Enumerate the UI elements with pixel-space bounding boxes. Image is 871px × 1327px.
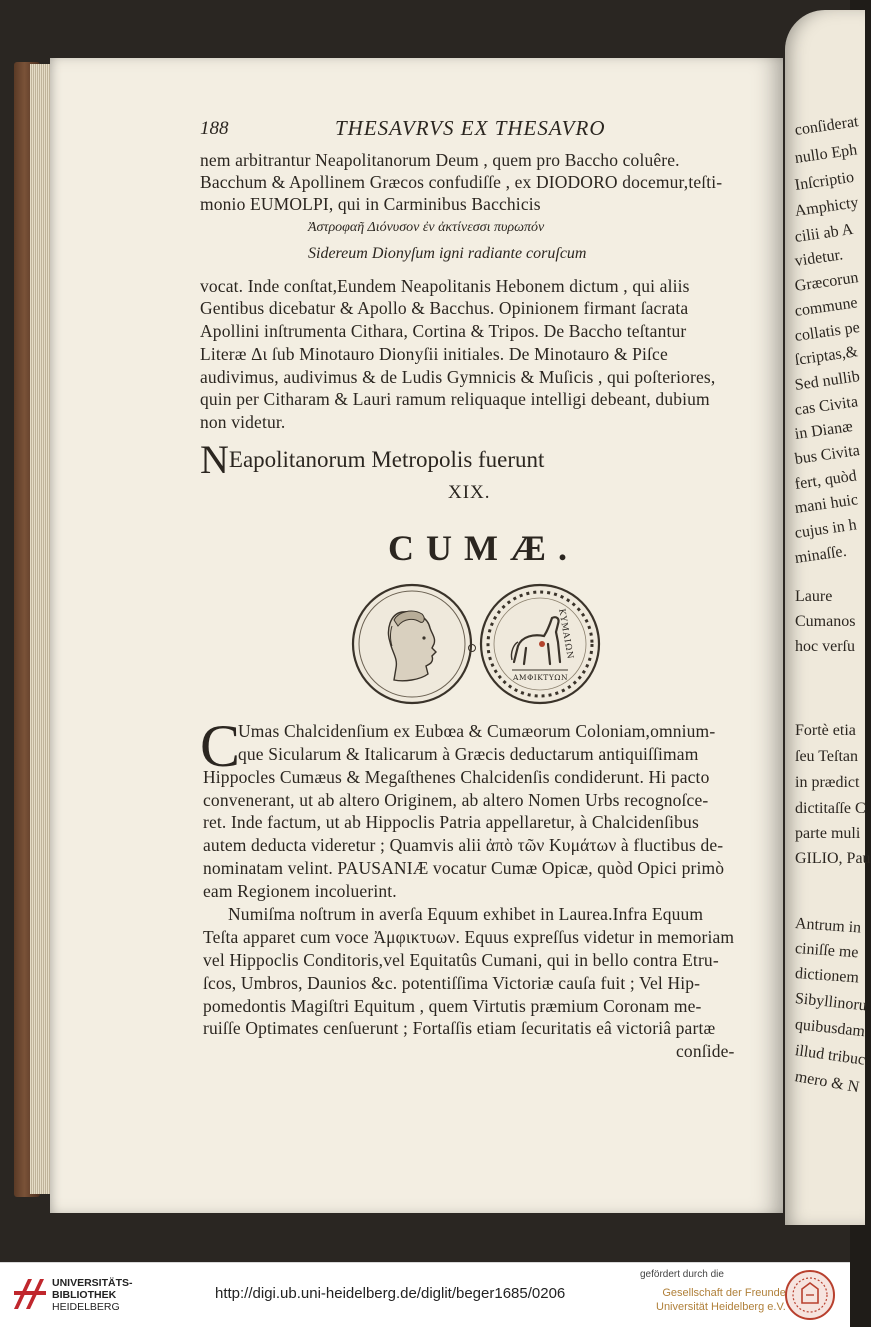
text-line: audivimus, audivimus & de Ludis Gymnicis & Muſicis , qui poſteriores, <box>200 367 716 387</box>
text-line: vel Hippoclis Conditoris,vel Equitatûs Cumani, qui in bello contra Etru- <box>203 950 719 970</box>
facing-line: conſiderat <box>793 113 860 139</box>
facing-line: commune <box>793 294 859 320</box>
facing-line: ſeu Teſtan <box>795 748 859 765</box>
facing-line: fert, quòd <box>793 467 858 493</box>
facing-line: hoc verſu <box>795 638 855 655</box>
facing-line: Sed nullib <box>793 367 861 394</box>
facing-line: minaſſe. <box>793 542 848 567</box>
facing-line: in prædict <box>795 774 860 791</box>
text-line: monio EUMOLPI, qui in Carminibus Bacchicis <box>200 194 541 214</box>
facing-line: cujus in h <box>793 516 858 542</box>
text-line: que Sicularum & Italicarum à Græcis deductarum antiquiſſimam <box>238 744 699 764</box>
text-line: nem arbitrantur Neapolitanorum Deum , quem pro Baccho coluêre. <box>200 150 680 170</box>
university-library-logo[interactable] <box>8 1271 52 1315</box>
running-title: THESAVRVS EX THESAVRO <box>335 116 606 140</box>
library-name-line: BIBLIOTHEK <box>52 1289 117 1301</box>
text-line: Apollini inſtrumenta Cithara, Cortina & Tripos. De Baccho teſtantur <box>200 321 687 341</box>
coin-reverse-image <box>478 582 602 706</box>
facing-line: collatis pe <box>793 318 861 345</box>
text-line: ſcos, Umbros, Daunios &c. potentiſſima Victoriæ cauſa fuit ; Vel Hip- <box>203 973 701 993</box>
facing-line: nullo Eph <box>793 141 859 167</box>
text-line: eam Regionem incoluerint. <box>203 881 397 901</box>
text-line: non videtur. <box>200 412 286 432</box>
facing-line: in Dianæ <box>793 417 854 443</box>
greek-quote: Ἀστροφαῆ Διόνυσον ἐν ἀκτίνεσσι πυρωπόν <box>308 220 545 235</box>
facing-line: bus Civita <box>793 441 861 468</box>
facing-line: dictitaſſe C <box>795 800 866 817</box>
text-line: Numiſma noſtrum in averſa Equum exhibet in Laurea.Infra Equum <box>228 904 704 924</box>
text-line: Bacchum & Apollinem Græcos confudiſſe , ex DIODORO docemur,teſti- <box>200 172 723 192</box>
text-line: nominatam velint. PAUSANIÆ vocatur Cumæ Opicæ, quòd Opici primò <box>203 858 725 878</box>
latin-quote: Sidereum Dionyſum igni radiante coruſcum <box>308 245 587 262</box>
text-line: quin per Citharam & Lauri ramum reliquaque intelligi debeant, dubium <box>200 389 710 409</box>
facing-page-fragment <box>785 10 871 1225</box>
coin-legend-bottom: ΑΜΦΙΚΤΥΩΝ <box>513 673 569 682</box>
facing-line: mero & N <box>793 1068 861 1097</box>
text-line: Umas Chalcidenſium ex Eubœa & Cumæorum Coloniam,omnium- <box>238 721 716 741</box>
heading-initial: N <box>200 437 229 482</box>
facing-line: parte muli <box>795 825 861 842</box>
catchword: conſide- <box>676 1041 735 1061</box>
sponsor-name-line: Gesellschaft der Freunde <box>662 1287 786 1299</box>
facing-line: illud tribuc <box>793 1042 867 1069</box>
library-name-line: HEIDELBERG <box>52 1301 120 1313</box>
text-line: convenerant, ut ab altero Originem, ab altero Nomen Urbs recognoſce- <box>203 790 709 810</box>
page-edges <box>30 64 52 1194</box>
text-line: Hippocles Cumæus & Megaſthenes Chalcidenſis condiderunt. Hi pacto <box>203 767 710 787</box>
drop-cap: C <box>200 713 241 779</box>
library-name <box>52 1277 133 1313</box>
sponsor-name[interactable] <box>656 1286 786 1314</box>
text-line: ruiſſe Optimates cenſuerunt ; Fortaſſis etiam ſecuritatis eâ victoriâ partæ <box>203 1018 716 1038</box>
page-number: 188 <box>200 118 229 139</box>
coin-legend-right: ΚΥΜΑΙΩΝ <box>556 608 575 661</box>
text-line: Gentibus dicebatur & Apollo & Bacchus. Opinionem firmant ſacrata <box>200 298 689 318</box>
coin-link <box>468 644 476 652</box>
sponsor-name-line: Universität Heidelberg e.V. <box>656 1301 786 1313</box>
viewer-footer <box>0 1262 850 1327</box>
text-line: Teſta apparet cum voce Ἀμφικτυων. Equus expreſſus videtur in memoriam <box>203 927 735 947</box>
facing-line: Sibyllinoru <box>794 990 868 1015</box>
facing-line: quibusdam <box>794 1016 866 1041</box>
facing-line: GILIO, Pau <box>795 850 871 867</box>
facing-line: cilii ab A <box>793 220 855 246</box>
facing-line: ſcriptas,& <box>793 343 860 369</box>
text-line: vocat. Inde conſtat,Eundem Neapolitanis Hebonem dictum , qui aliis <box>200 276 690 296</box>
facing-line: ciniſſe me <box>794 940 860 962</box>
library-name-line: UNIVERSITÄTS- <box>52 1277 133 1289</box>
text-line: autem deducta videretur ; Quamvis alii ἀπὸ τῶν Κυμάτων à fluctibus de- <box>203 835 724 855</box>
text-line: Literæ Δι ſub Minotauro Dionyſii initiales. De Minotauro & Piſce <box>200 344 668 364</box>
facing-line: Fortè etia <box>795 722 856 739</box>
facing-line: videtur. <box>793 246 845 270</box>
coin-obverse-image <box>350 582 474 706</box>
facing-line: Græcorun <box>793 269 860 295</box>
city-title: CUMÆ. <box>388 528 579 568</box>
facing-line: Laure <box>795 588 833 605</box>
facing-line: mani huic <box>793 491 860 517</box>
permalink-url[interactable]: http://digi.ub.uni-heidelberg.de/diglit/beger1685/0206 <box>215 1285 566 1302</box>
facing-line: Inſcriptio <box>793 168 856 194</box>
facing-line: dictionem <box>794 965 860 987</box>
facing-line: Antrum in <box>794 915 862 937</box>
facing-line: Cumanos <box>795 613 856 630</box>
text-line: ret. Inde factum, ut ab Hippoclis Patria appellaretur, à Chalcidenſibus <box>203 812 699 832</box>
text-line: pomedontis Magiſtri Equitum , quem Virtutis præmium Coronam me- <box>203 996 702 1016</box>
heading-numeral: XIX. <box>448 482 491 503</box>
facing-line: Amphicty <box>793 194 860 220</box>
sponsor-label: gefördert durch die <box>640 1269 724 1280</box>
sponsor-seal-icon[interactable] <box>784 1269 836 1321</box>
heading-text: Eapolitanorum Metropolis fuerunt <box>228 447 545 472</box>
facing-line: cas Civita <box>793 393 860 419</box>
section-heading <box>200 437 545 482</box>
